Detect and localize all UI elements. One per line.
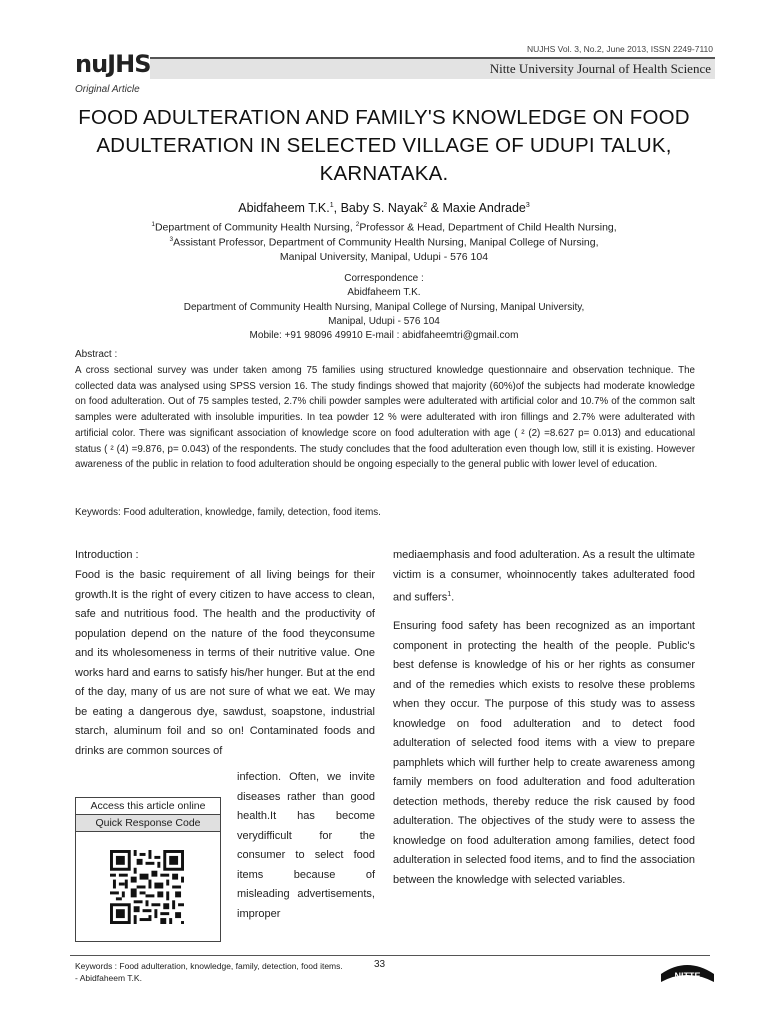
- aff-superscript: 2: [355, 221, 360, 228]
- article-title: FOOD ADULTERATION AND FAMILY'S KNOWLEDGE ON FOOD ADULTERATION IN SELECTED VILLAGE OF UDUPI TALUK, KARNATAKA.: [78, 106, 690, 185]
- correspondence-label: Correspondence :: [344, 273, 424, 284]
- abstract-text: A cross sectional survey was under taken among 75 families using structured knowledge questionnaire and observation technique. The collected data was analysed using SPSS version 16. The study findings showed that majority (60%)of the subjects had moderate knowledge on food adulteration. Out of 75 samples tested, 2.7% chili powder samples were adulterated with artificial color and 10.7% of the common salt samples were adulterated with insoluble impurities. In tea powder 12 % were adulterated with iron fillings and 2.7% were adulterated with artificial color. There was significant association of knowledge score on food adulteration with age ( ² (2) =8.627 p= 0.013) and educational status ( ² (4) =9.876, p= 0.043) of the respondents. The study concludes that the food adulteration even though low, still it is existing. However awareness of the public in relation to food adulteration should be ongoing especially to the general public with lower level of education.: [75, 365, 695, 471]
- page-number: 33: [374, 959, 386, 970]
- introduction-heading: Introduction :: [75, 549, 139, 561]
- abstract-keywords: Keywords: Food adulteration, knowledge, family, detection, food items.: [75, 507, 381, 518]
- journal-reference: NUJHS Vol. 3, No.2, June 2013, ISSN 2249-7110: [526, 44, 713, 54]
- nujhs-logo: [75, 50, 151, 80]
- banner-rule: [150, 57, 715, 59]
- author-superscript: 1: [329, 201, 334, 209]
- author-list: [70, 201, 698, 215]
- intro-column1-continued: infection. Often, we invite diseases rather than good health.It has become verydifficult for the consumer to select food items because of misleading advertisements, improper: [237, 771, 375, 920]
- logo-text: nuJHS: [75, 50, 151, 78]
- journal-banner: [150, 57, 715, 79]
- access-online-label: Access this article online: [76, 798, 220, 815]
- paragraph-text: mediaemphasis and food adulteration. As a result the ultimate victim is a consumer, whoinnocently takes adulterated food and suffers: [393, 549, 695, 604]
- paragraph-end: .: [451, 591, 455, 604]
- affiliation-line: [70, 236, 698, 249]
- citation-superscript: 1: [447, 591, 452, 598]
- abstract-label: Abstract :: [75, 349, 118, 360]
- nitte-logo-text: NITTE: [674, 971, 701, 981]
- aff-text: Professor & Head, Department of Child Health Nursing,: [359, 221, 617, 234]
- intro-column2-paragraph2: Ensuring food safety has been recognized as an important component in protecting the health of the people. Public's best defense is knowledge of his or her rights as consumer and of the remedies which exists to resolve these problems when they occur. The purpose of this study was to assess knowledge on food adulteration and to detect food adulteration of selected food items with a view to prepare pamphlets which will further help to create awareness among family members on food adulteration and food adulteration detection methods, thereby reduce the risk caused by food adulteration. The objectives of the study were to assess the knowledge on food adulteration among families, detect food adulteration in selected food items, and to find the association between the knowledge with selected variables.: [393, 620, 695, 886]
- qr-access-box: [75, 797, 221, 942]
- qr-code-label: Quick Response Code: [76, 815, 220, 832]
- author-name: Abidfaheem T.K.: [238, 201, 330, 215]
- article-type: Original Article: [75, 84, 140, 95]
- journal-name: Nitte University Journal of Health Science: [489, 61, 711, 76]
- aff-superscript: 1: [151, 221, 155, 228]
- intro-column1-text: Food is the basic requirement of all living beings for their growth.It is the right of every citizen to have access to clean, safe and nutritious food. The health and the productivity of population depend on the nature of the food theyconsume and its wholesomeness in terms of their nutritive value. One works hard and earns to satisfy his/her hunger. But at the end of the day, many of us are not sure of what we eat. We may be eating a dangerous dye, sawdust, soapstone, industrial starch, aluminum foil and so on! Contaminated foods and drinks are common sources of: [75, 569, 375, 757]
- correspondence-dept: Department of Community Health Nursing, Manipal College of Nursing, Manipal University,: [183, 302, 585, 313]
- intro-column2-paragraph1: [393, 546, 695, 608]
- qr-code-icon[interactable]: [110, 850, 184, 924]
- affiliation-line: [70, 221, 698, 234]
- nitte-logo: [659, 958, 716, 986]
- aff-text: Department of Community Health Nursing,: [154, 221, 356, 234]
- author-superscript: 2: [423, 201, 428, 209]
- correspondence-name: Abidfaheem T.K.: [347, 287, 421, 298]
- correspondence-city: Manipal, Udupi - 576 104: [328, 316, 440, 327]
- author-name: , Baby S. Nayak: [333, 201, 424, 215]
- author-superscript: 3: [525, 201, 530, 209]
- footer-rule: [70, 955, 710, 956]
- aff-superscript: 3: [169, 236, 174, 243]
- footer-keywords: Keywords : Food adulteration, knowledge, family, detection, food items. - Abidfaheem T.K.: [75, 961, 343, 983]
- affiliation-line: Manipal University, Manipal, Udupi - 576 104: [279, 251, 489, 263]
- correspondence-contact: Mobile: +91 98096 49910 E-mail : abidfaheemtri@gmail.com: [249, 330, 519, 341]
- aff-text: Assistant Professor, Department of Community Health Nursing, Manipal College of Nursing,: [173, 236, 599, 249]
- author-name: & Maxie Andrade: [427, 201, 526, 215]
